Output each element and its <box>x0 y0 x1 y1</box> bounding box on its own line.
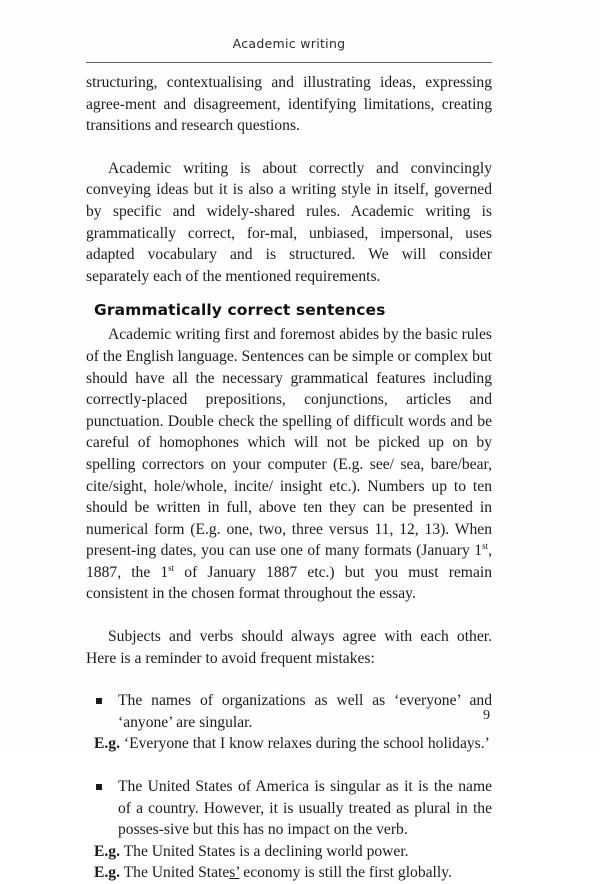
underlined-possessive: s’ <box>229 864 240 882</box>
example-label: E.g. <box>94 842 120 860</box>
ordinal-suffix: st <box>482 541 489 552</box>
header-rule <box>86 62 492 63</box>
bullet-text: The names of organizations as well as ‘everyone’ and ‘anyone’ are singular. <box>118 692 492 731</box>
square-bullet-icon <box>96 784 102 790</box>
paragraph-text: of January 1887 etc.) but you must remain consistent in the chosen format throughout the essay. <box>86 563 492 603</box>
paragraph-academic-writing-definition: Academic writing is about correctly and convincingly conveying ideas but it is also a writing style in itself, governed by specific and widely-shared rules. Academic writing is grammatically correct, for-mal, unbiased, impersonal, uses adapted vocabulary and is structured. We will consider separately each of the mentioned requirements. <box>86 159 492 285</box>
example-label: E.g. <box>94 735 120 753</box>
paragraph-grammar-rules <box>86 324 492 605</box>
paragraph-subject-verb-agreement: Subjects and verbs should always agree with each other. Here is a reminder to avoid frequent mistakes: <box>86 628 492 667</box>
running-header: Academic writing <box>232 36 346 51</box>
bullet-item <box>86 690 492 733</box>
square-bullet-icon <box>96 698 102 704</box>
example-text: The United State <box>120 864 230 882</box>
section-heading: Grammatically correct sentences <box>94 301 386 320</box>
paragraph-gap <box>86 669 492 690</box>
example-text: ‘Everyone that I know relaxes during the school holidays.’ <box>120 735 490 753</box>
paragraph-text: Academic writing first and foremost abides by the basic rules of the English language. Sentences can be simple or complex but should have all the necessary grammatical features including correctly-placed prepositions, conjunctions, articles and punctuation. Double check the spelling of difficult words and be careful of homophones which will not be picked up on by spelling correctors on your computer (E.g. see/ sea, bare/bear, cite/sight, hole/whole, incite/ insight etc.). Numbers up to ten should be written in full, above ten they can be presented in numerical form (E.g. one, two, three versus 11, 12, 13). When present-ing dates, you can use one of many formats (January 1 <box>86 326 492 560</box>
example-text: economy is still the first globally. <box>239 864 452 882</box>
paragraph-gap <box>86 605 492 626</box>
page-body <box>86 72 492 884</box>
page-number: 9 <box>483 708 490 723</box>
example-label: E.g. <box>94 864 120 882</box>
bullet-text: The United States of America is singular as it is the name of a country. However, it is usually treated as plural in the posses-sive but this has no impact on the verb. <box>118 778 492 839</box>
ordinal-suffix: st <box>168 562 175 573</box>
example-line <box>94 733 492 755</box>
paragraph-text: , 1887, the 1 <box>86 542 492 581</box>
paragraph-continued: structuring, contextualising and illustrating ideas, expressing agree-ment and disagreement, identifying limitations, creating transitions and research questions. <box>86 74 492 135</box>
paragraph-gap <box>86 137 492 158</box>
paragraph-gap <box>86 755 492 776</box>
bullet-item <box>86 776 492 841</box>
example-line <box>94 862 492 884</box>
example-text: The United States is a declining world power. <box>120 842 409 860</box>
paragraph-gap <box>86 287 492 299</box>
example-line <box>94 841 492 863</box>
